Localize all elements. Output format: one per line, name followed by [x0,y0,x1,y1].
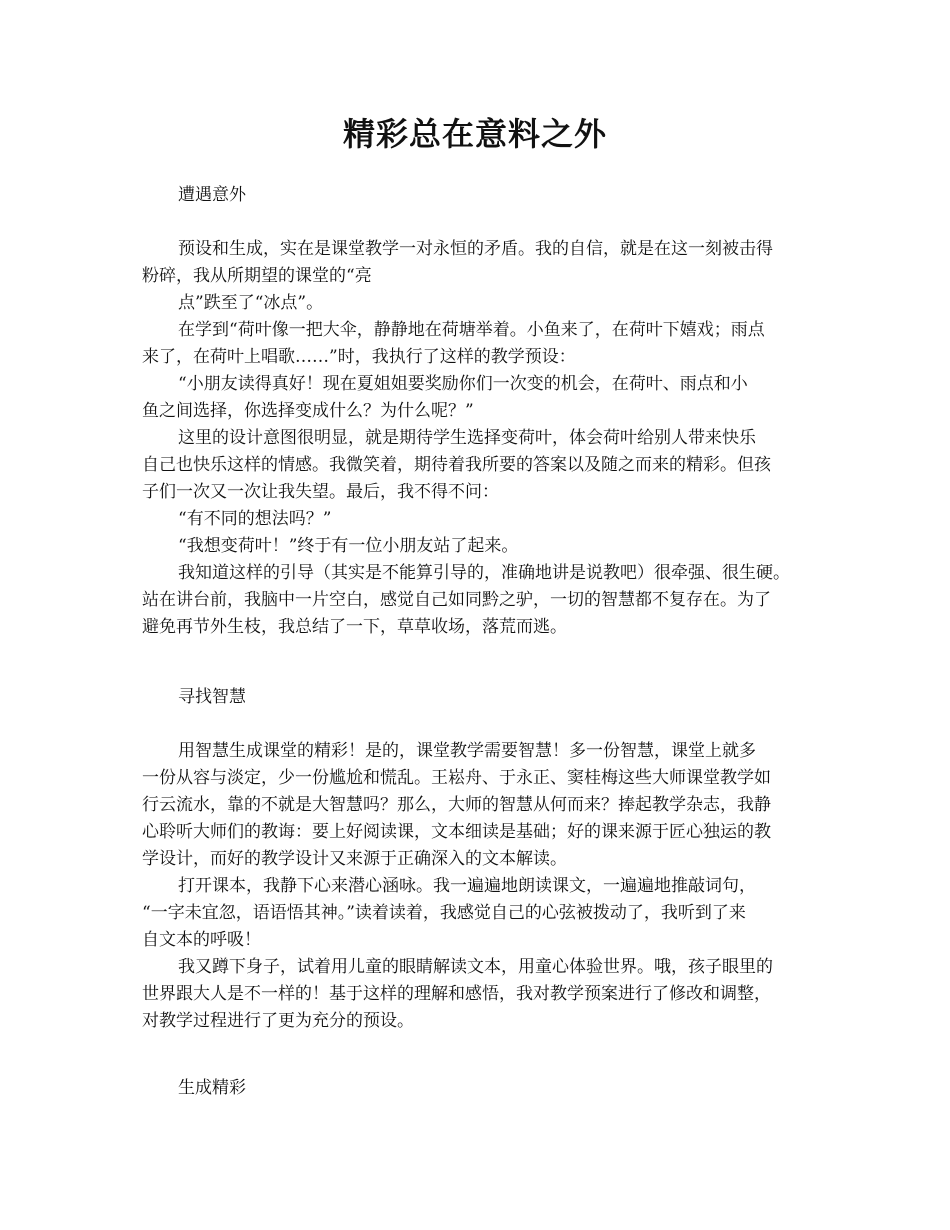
paragraph-line: 点”跌至了“冰点”。 [178,293,324,313]
document-title: 精彩总在意料之外 [342,115,607,153]
section-heading-text: 寻找智慧 [178,687,246,707]
section-heading-text: 遭遇意外 [178,185,246,205]
paragraph-line: “有不同的想法吗？” [178,509,332,529]
paragraph-line: 来了，在荷叶上唱歌……”时，我执行了这样的教学预设： [142,347,576,367]
paragraph-line: 我又蹲下身子，试着用儿童的眼睛解读文本，用童心体验世界。哦，孩子眼里的 [178,957,773,977]
paragraph-line: 粉碎，我从所期望的课堂的“亮 [142,266,372,286]
paragraph-line: 自文本的呼吸！ [142,930,261,950]
paragraph-line: 对教学过程进行了更为充分的预设。 [142,1011,414,1031]
paragraph-line: 站在讲台前，我脑中一片空白，感觉自己如同黔之驴，一切的智慧都不复存在。为了 [142,590,771,610]
paragraph-line: 世界跟大人是不一样的！基于这样的理解和感悟，我对教学预案进行了修改和调整， [142,984,771,1004]
section-heading-text: 生成精彩 [178,1078,246,1098]
paragraph-line: 心聆听大师们的教诲：要上好阅读课，文本细读是基础；好的课来源于匠心独运的教 [142,822,771,842]
paragraph-line: 这里的设计意图很明显，就是期待学生选择变荷叶，体会荷叶给别人带来快乐 [178,428,756,448]
section-heading [142,1075,822,1102]
paragraph-line: 我知道这样的引导（其实是不能算引导的，准确地讲是说教吧）很牵强、很生硬。 [178,563,790,583]
paragraph-line: 预设和生成，实在是课堂教学一对永恒的矛盾。我的自信，就是在这一刻被击得 [178,239,773,259]
paragraph-line: “一字未宜忽，语语悟其神。”读着读着，我感觉自己的心弦被拨动了，我听到了来 [142,903,746,923]
paragraph-line: “小朋友读得真好！现在夏姐姐要奖励你们一次变的机会，在荷叶、雨点和小 [178,374,748,394]
paragraph-line: 自己也快乐这样的情感。我微笑着，期待着我所要的答案以及随之而来的精彩。但孩 [142,455,771,475]
paragraph-line: 避免再节外生枝，我总结了一下，草草收场，落荒而逃。 [142,617,567,637]
paragraph-line: 子们一次又一次让我失望。最后，我不得不问： [142,482,499,502]
section-heading [142,182,822,209]
section-body [142,236,822,641]
paragraph-line: 行云流水，靠的不就是大智慧吗？那么，大师的智慧从何而来？捧起教学杂志，我静 [142,795,771,815]
paragraph-line: 鱼之间选择，你选择变成什么？为什么呢？” [142,401,474,421]
paragraph-line: 学设计，而好的教学设计又来源于正确深入的文本解读。 [142,849,567,869]
section-heading [142,684,822,711]
paragraph-line: 在学到“荷叶像一把大伞，静静地在荷塘举着。小鱼来了，在荷叶下嬉戏；雨点 [178,320,765,340]
section-body [142,738,822,1035]
paragraph-line: 用智慧生成课堂的精彩！是的，课堂教学需要智慧！多一份智慧，课堂上就多 [178,741,756,761]
paragraph-line: 一份从容与淡定，少一份尴尬和慌乱。王崧舟、于永正、窦桂梅这些大师课堂教学如 [142,768,771,788]
paragraph-line: 打开课本，我静下心来潜心涵咏。我一遍遍地朗读课文，一遍遍地推敲词句， [178,876,756,896]
paragraph-line: “我想变荷叶！”终于有一位小朋友站了起来。 [178,536,519,556]
